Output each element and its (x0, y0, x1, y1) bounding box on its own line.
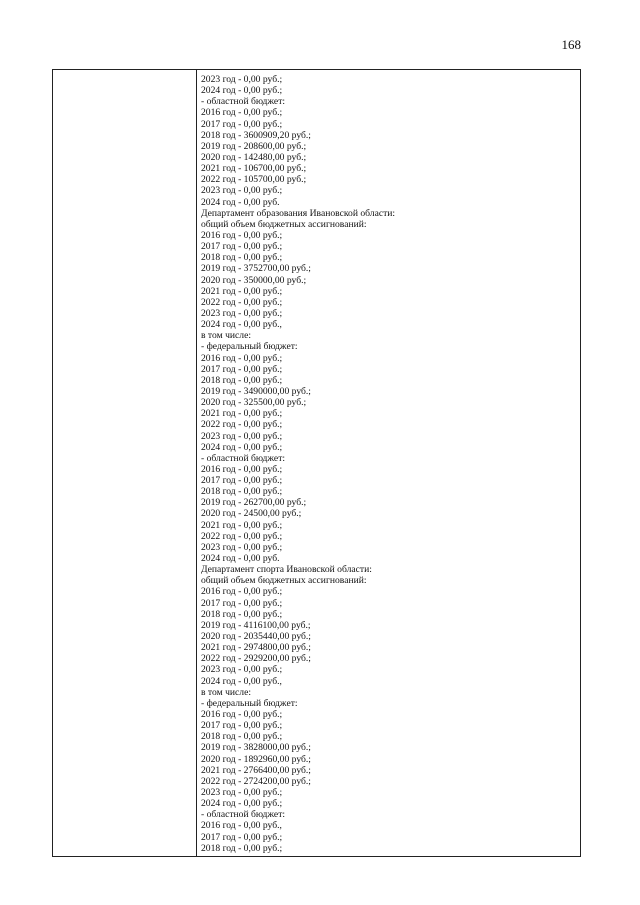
budget-line: 2021 год - 0,00 руб.; (201, 408, 283, 420)
table-right-cell (197, 70, 580, 856)
budget-line: 2020 год - 142480,00 руб.; (201, 151, 307, 163)
budget-line: 2020 год - 2035440,00 руб.; (201, 631, 311, 643)
budget-line: 2019 год - 3752700,00 руб.; (201, 263, 311, 275)
budget-line: 2017 год - 0,00 руб.; (201, 831, 283, 843)
budget-line: 2019 год - 3490000,00 руб.; (201, 385, 311, 397)
budget-line: - областной бюджет: (201, 96, 286, 108)
budget-line: 2021 год - 0,00 руб.; (201, 519, 283, 531)
budget-line: 2016 год - 0,00 руб.; (201, 229, 283, 241)
budget-line: - областной бюджет: (201, 809, 286, 821)
budget-line: в том числе: (201, 330, 252, 342)
budget-line: 2016 год - 0,00 руб.; (201, 586, 283, 598)
budget-line: 2022 год - 105700,00 руб.; (201, 174, 307, 186)
page-number: 168 (561, 37, 581, 52)
budget-line: 2020 год - 350000,00 руб.; (201, 274, 307, 286)
budget-line: 2022 год - 2929200,00 руб.; (201, 653, 311, 665)
budget-line: 2023 год - 0,00 руб.; (201, 430, 283, 442)
budget-line: 2018 год - 3600909,20 руб.; (201, 129, 311, 141)
budget-line: 2016 год - 0,00 руб., (201, 820, 282, 832)
budget-line: 2019 год - 208600,00 руб.; (201, 140, 307, 152)
budget-line: 2020 год - 24500,00 руб.; (201, 508, 302, 520)
budget-line: 2017 год - 0,00 руб.; (201, 475, 283, 487)
budget-line: 2016 год - 0,00 руб.; (201, 107, 283, 119)
budget-line: 2018 год - 0,00 руб.; (201, 608, 283, 620)
budget-line: 2023 год - 0,00 руб.; (201, 541, 283, 553)
budget-line: 2023 год - 0,00 руб.; (201, 664, 283, 676)
budget-line: 2016 год - 0,00 руб.; (201, 709, 283, 721)
budget-line: 2021 год - 106700,00 руб.; (201, 163, 307, 175)
budget-line: 2022 год - 2724200,00 руб.; (201, 775, 311, 787)
budget-line: 2018 год - 0,00 руб.; (201, 842, 283, 854)
budget-line: - федеральный бюджет: (201, 697, 298, 709)
budget-line: - федеральный бюджет: (201, 341, 298, 353)
budget-line: 2018 год - 0,00 руб.; (201, 374, 283, 386)
budget-line: 2023 год - 0,00 руб.; (201, 307, 283, 319)
budget-line: 2024 год - 0,00 руб.; (201, 85, 283, 97)
budget-line: 2024 год - 0,00 руб.; (201, 441, 283, 453)
budget-line: 2022 год - 0,00 руб.; (201, 296, 283, 308)
budget-line: 2021 год - 2974800,00 руб.; (201, 642, 311, 654)
budget-line: 2023 год - 0,00 руб.; (201, 74, 283, 85)
budget-line: 2018 год - 0,00 руб.; (201, 731, 283, 743)
budget-line: 2021 год - 0,00 руб.; (201, 285, 283, 297)
budget-line: Департамент образования Ивановской области: (201, 207, 396, 219)
budget-table (52, 69, 581, 857)
table-left-cell (53, 70, 197, 856)
budget-line: 2016 год - 0,00 руб.; (201, 463, 283, 475)
budget-line: 2019 год - 3828000,00 руб.; (201, 742, 311, 754)
budget-line: 2020 год - 325500,00 руб.; (201, 397, 307, 409)
budget-line: 2017 год - 0,00 руб.; (201, 720, 283, 732)
budget-line: 2023 год - 0,00 руб.; (201, 787, 283, 798)
budget-line: 2021 год - 2766400,00 руб.; (201, 764, 311, 776)
budget-line: в том числе: (201, 686, 252, 698)
budget-line: - областной бюджет: (201, 452, 286, 464)
budget-line: 2017 год - 0,00 руб.; (201, 241, 283, 253)
budget-line: общий объем бюджетных ассигнований: (201, 218, 367, 230)
budget-line: 2018 год - 0,00 руб.; (201, 486, 283, 498)
budget-line: 2019 год - 4116100,00 руб.; (201, 619, 311, 631)
budget-line: 2020 год - 1892960,00 руб.; (201, 753, 311, 765)
budget-line: 2022 год - 0,00 руб.; (201, 419, 283, 431)
budget-line: 2024 год - 0,00 руб., (201, 319, 282, 331)
budget-line: 2024 год - 0,00 руб. (201, 553, 280, 565)
budget-line: 2023 год - 0,00 руб.; (201, 185, 283, 197)
budget-line: 2017 год - 0,00 руб.; (201, 118, 283, 130)
budget-line: общий объем бюджетных ассигнований: (201, 575, 367, 587)
budget-line: Департамент спорта Ивановской области: (201, 564, 372, 576)
budget-line: 2024 год - 0,00 руб. (201, 196, 280, 208)
budget-line: 2017 год - 0,00 руб.; (201, 597, 283, 609)
budget-line: 2022 год - 0,00 руб.; (201, 530, 283, 542)
budget-line: 2024 год - 0,00 руб., (201, 675, 282, 687)
budget-line: 2018 год - 0,00 руб.; (201, 252, 283, 264)
budget-line: 2024 год - 0,00 руб.; (201, 798, 283, 810)
budget-line: 2019 год - 262700,00 руб.; (201, 497, 307, 509)
budget-line: 2017 год - 0,00 руб.; (201, 363, 283, 375)
budget-line: 2016 год - 0,00 руб.; (201, 352, 283, 364)
